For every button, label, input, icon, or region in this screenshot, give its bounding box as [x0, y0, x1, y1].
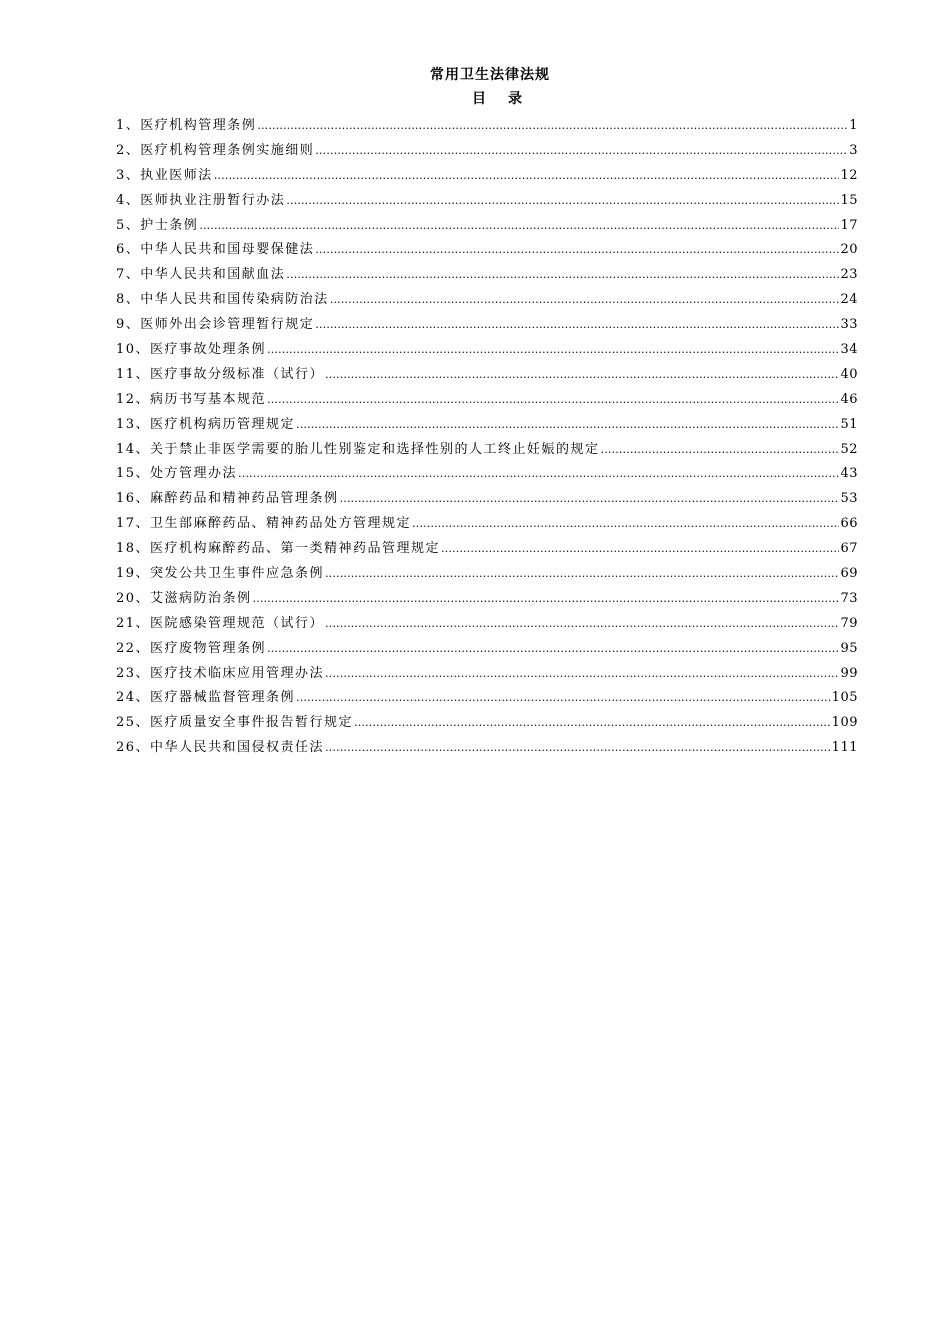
toc-entry-title: 19、突发公共卫生事件应急条例 — [116, 566, 325, 582]
toc-dot-leader — [253, 588, 840, 610]
toc-entry[interactable] — [116, 339, 858, 364]
toc-entry[interactable] — [116, 264, 858, 289]
toc-entry[interactable] — [116, 140, 858, 165]
toc-dot-leader — [199, 215, 839, 237]
toc-entry-title: 4、医师执业注册暂行办法 — [116, 192, 286, 208]
toc-dot-leader — [315, 314, 839, 336]
toc-entry[interactable] — [116, 613, 858, 638]
toc-page-number: 20 — [840, 242, 858, 258]
toc-dot-leader — [325, 613, 839, 635]
toc-page-number: 79 — [840, 615, 858, 631]
toc-page-number: 51 — [840, 416, 858, 432]
toc-page-number: 111 — [831, 740, 858, 756]
toc-dot-leader — [325, 364, 839, 386]
toc-dot-leader — [325, 663, 839, 685]
toc-entry-title: 8、中华人民共和国传染病防治法 — [116, 292, 329, 308]
toc-dot-leader — [441, 538, 839, 560]
toc-entry-title: 2、医疗机构管理条例实施细则 — [116, 142, 315, 158]
toc-entry[interactable] — [116, 687, 858, 712]
toc-entry[interactable] — [116, 364, 858, 389]
toc-entry-title: 9、医师外出会诊管理暂行规定 — [116, 317, 315, 333]
toc-entry[interactable] — [116, 165, 858, 190]
toc-page-number: 53 — [840, 491, 858, 507]
toc-entry[interactable] — [116, 663, 858, 688]
toc-entry-title: 5、护士条例 — [116, 217, 199, 233]
toc-entry-title: 25、医疗质量安全事件报告暂行规定 — [116, 715, 354, 731]
toc-entry-title: 15、处方管理办法 — [116, 466, 238, 482]
toc-entry-title: 12、病历书写基本规范 — [116, 391, 267, 407]
toc-page-number: 15 — [840, 192, 858, 208]
toc-dot-leader — [315, 239, 839, 261]
toc-entry-title: 13、医疗机构病历管理规定 — [116, 416, 296, 432]
toc-page-number: 66 — [840, 516, 858, 532]
toc-page-number: 40 — [840, 366, 858, 382]
toc-entry[interactable] — [116, 638, 858, 663]
toc-dot-leader — [330, 289, 840, 311]
toc-page-number: 67 — [840, 541, 858, 557]
toc-dot-leader — [354, 712, 831, 734]
toc-page-number: 105 — [831, 690, 858, 706]
toc-page-number: 1 — [849, 118, 858, 133]
toc-page-number: 69 — [840, 566, 858, 582]
toc-entry[interactable] — [116, 488, 858, 513]
toc-entry-title: 22、医疗废物管理条例 — [116, 640, 267, 656]
toc-entry[interactable] — [116, 289, 858, 314]
toc-dot-leader — [325, 563, 839, 585]
toc-entry[interactable] — [116, 389, 858, 414]
toc-entry[interactable] — [116, 563, 858, 588]
toc-entry[interactable] — [116, 463, 858, 488]
toc-page-number: 33 — [840, 317, 858, 333]
toc-page-number: 12 — [840, 167, 858, 183]
toc-entry[interactable] — [116, 538, 858, 563]
toc-dot-leader — [340, 488, 840, 510]
toc-entry[interactable] — [116, 737, 858, 762]
toc-page-number: 23 — [840, 267, 858, 283]
toc-dot-leader — [296, 687, 831, 709]
toc-entry-title: 11、医疗事故分级标准（试行） — [116, 366, 325, 382]
toc-entry[interactable] — [116, 115, 858, 140]
toc-dot-leader — [296, 414, 839, 436]
toc-entry-title: 17、卫生部麻醉药品、精神药品处方管理规定 — [116, 516, 412, 532]
toc-entry-title: 20、艾滋病防治条例 — [116, 590, 252, 606]
toc-dot-leader — [286, 190, 839, 212]
toc-dot-leader — [267, 389, 839, 411]
toc-page-number: 95 — [840, 640, 858, 656]
toc-entry[interactable] — [116, 588, 858, 613]
toc-dot-leader — [267, 638, 839, 660]
toc-page-number: 73 — [840, 590, 858, 606]
toc-entry[interactable] — [116, 414, 858, 439]
toc-entry-title: 6、中华人民共和国母婴保健法 — [116, 242, 315, 258]
toc-entry-title: 18、医疗机构麻醉药品、第一类精神药品管理规定 — [116, 541, 441, 557]
toc-dot-leader — [315, 140, 848, 162]
toc-page-number: 34 — [840, 342, 858, 358]
toc-entry-title: 1、医疗机构管理条例 — [116, 118, 257, 133]
toc-page-number: 109 — [831, 715, 858, 731]
document-title: 常用卫生法律法规 — [430, 67, 550, 83]
toc-entry-title: 3、执业医师法 — [116, 167, 213, 183]
toc-page-number: 52 — [840, 441, 858, 457]
toc-dot-leader — [257, 115, 848, 137]
table-of-contents — [116, 115, 858, 762]
toc-entry[interactable] — [116, 513, 858, 538]
toc-entry-title: 10、医疗事故处理条例 — [116, 342, 267, 358]
toc-page-number: 46 — [840, 391, 858, 407]
toc-entry-title: 26、中华人民共和国侵权责任法 — [116, 740, 325, 756]
toc-entry-title: 24、医疗器械监督管理条例 — [116, 690, 296, 706]
toc-entry[interactable] — [116, 190, 858, 215]
toc-dot-leader — [238, 463, 839, 485]
toc-dot-leader — [286, 264, 839, 286]
toc-page-number: 99 — [840, 665, 858, 681]
toc-entry[interactable] — [116, 314, 858, 339]
toc-page-number: 17 — [840, 217, 858, 233]
toc-dot-leader — [601, 439, 840, 461]
toc-page-number: 24 — [840, 292, 858, 308]
toc-dot-leader — [325, 737, 831, 759]
toc-entry[interactable] — [116, 215, 858, 240]
toc-entry[interactable] — [116, 712, 858, 737]
toc-entry-title: 21、医院感染管理规范（试行） — [116, 615, 325, 631]
toc-heading: 目录 — [472, 91, 544, 107]
toc-dot-leader — [412, 513, 839, 535]
toc-entry[interactable] — [116, 439, 858, 464]
toc-entry[interactable] — [116, 239, 858, 264]
toc-entry-title: 16、麻醉药品和精神药品管理条例 — [116, 491, 339, 507]
toc-dot-leader — [214, 165, 840, 187]
toc-entry-title: 14、关于禁止非医学需要的胎儿性别鉴定和选择性别的人工终止妊娠的规定 — [116, 441, 600, 457]
toc-page-number: 3 — [849, 142, 858, 158]
toc-dot-leader — [267, 339, 839, 361]
toc-entry-title: 7、中华人民共和国献血法 — [116, 267, 286, 283]
toc-page-number: 43 — [840, 466, 858, 482]
toc-entry-title: 23、医疗技术临床应用管理办法 — [116, 665, 325, 681]
